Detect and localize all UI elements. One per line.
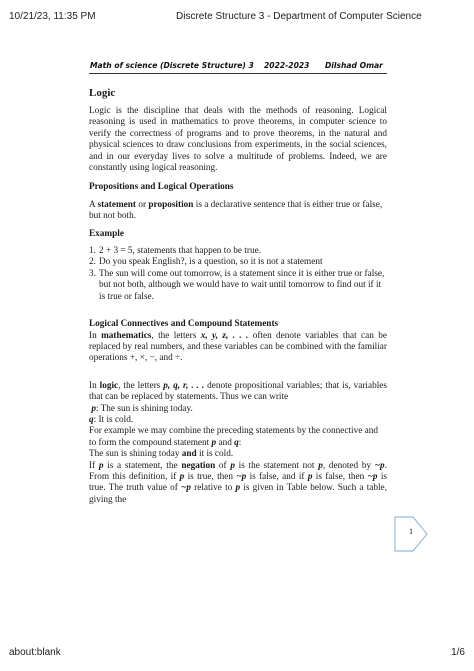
- running-head-course: Math of science (Discrete Structure) 3: [90, 61, 254, 70]
- compound-statement: The sun is shining today and it is cold.: [89, 449, 234, 460]
- print-datetime: 10/21/23, 11:35 PM: [9, 11, 96, 22]
- definition-paragraph: A statement or proposition is a declarative sentence that is either true or false, but not both.: [89, 199, 383, 222]
- print-page-title: Discrete Structure 3 - Department of Computer Science: [176, 11, 422, 22]
- logic-paragraph: In logic, the letters p, q, r, . . . denote propositional variables; that is, variables that can be replaced by statements. Thus we can write: [89, 380, 388, 403]
- document-body: [89, 86, 387, 506]
- mathematics-paragraph: In mathematics, the letters x, y, z, . . . often denote variables that can be replaced by real numbers, and these variables can be combined with the familiar operations +, ×, −, and ÷.: [89, 330, 387, 364]
- print-page-count: 1/6: [451, 647, 465, 658]
- print-url: about:blank: [9, 647, 61, 658]
- running-head-year: 2022-2023: [264, 61, 310, 70]
- example-heading: Example: [89, 228, 124, 239]
- proposition-q: q: It is cold.: [89, 414, 134, 425]
- page-number: 1: [409, 527, 413, 536]
- combine-paragraph: For example we may combine the preceding statements by the connective and to form the compound statement p and q:: [89, 426, 378, 448]
- page-heading: Logic: [89, 87, 116, 99]
- section-heading-connectives: Logical Connectives and Compound Statements: [89, 319, 279, 330]
- running-head-rule: [89, 73, 387, 74]
- page-number-badge: [392, 514, 430, 554]
- list-item: 2. Do you speak English?, is a question, so it is not a statement: [89, 257, 323, 268]
- list-item: 3. The sun will come out tomorrow, is a statement since it is either true or false, but not both, although we would have to wait until tomorrow to find out if it is true or false.: [89, 268, 385, 302]
- section-heading-propositions: Propositions and Logical Operations: [89, 182, 234, 193]
- negation-paragraph: If p is a statement, the negation of p is the statement not p, denoted by ~p. From this definition, if p is true, then ~p is false, and if p is false, then ~p is true. The truth value of ~p relative to p is given in Table below. Such a table, giving the: [89, 460, 388, 505]
- intro-paragraph: Logic is the discipline that deals with the methods of reasoning. Logical reasoning is used in mathematics to prove theorems, in computer science to verify the correctness of programs and to prove theorems, in the natural and physical sciences to draw conclusions from experiments, in the social sciences, and in our everyday lives to solve a multitude of problems. Indeed, we are constantly using logical reasoning.: [89, 106, 387, 174]
- running-head-author: Dilshad Omar: [325, 61, 383, 70]
- list-item: 1. 2 + 3 = 5, statements that happen to be true.: [89, 246, 261, 257]
- example-list: [89, 246, 387, 303]
- proposition-p: p: The sun is shining today.: [91, 403, 193, 414]
